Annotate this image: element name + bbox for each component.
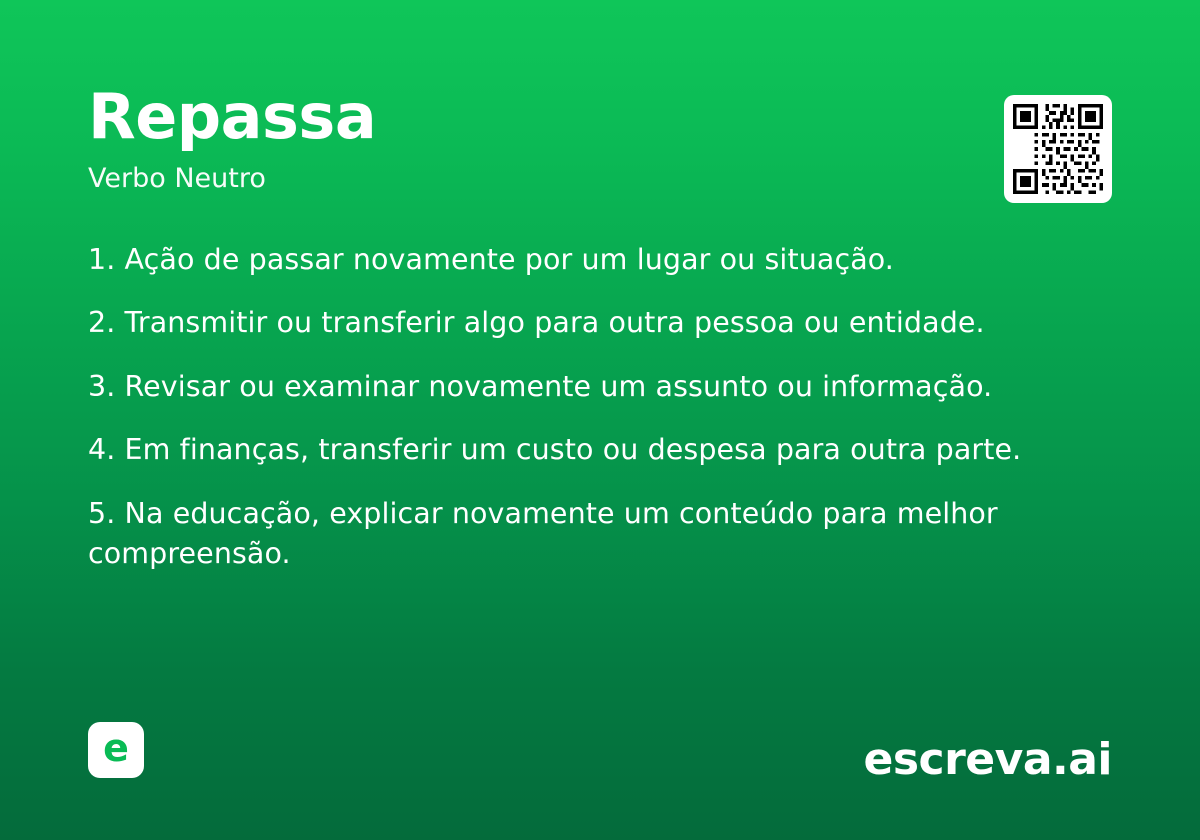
list-item: 3. Revisar ou examinar novamente um assunto ou informação. [88, 369, 993, 403]
list-item: 1. Ação de passar novamente por um lugar ou situação. [88, 243, 894, 276]
qr-code-icon[interactable] [1004, 95, 1112, 203]
escreva-logo-icon [88, 722, 144, 778]
definition-list [88, 240, 1118, 575]
card-header [88, 80, 928, 195]
list-item: 4. Em finanças, transferir um custo ou despesa para outra parte. [88, 433, 1022, 467]
part-of-speech-label: Verbo Neutro [88, 163, 266, 195]
list-item: 5. Na educação, explicar novamente um conteúdo para melhor compreensão. [88, 496, 998, 571]
logo-glyph: e [103, 726, 129, 770]
page-title: Repassa [88, 80, 377, 153]
brand-wordmark: escreva.ai [863, 734, 1112, 785]
list-item: 2. Transmitir ou transferir algo para outra pessoa ou entidade. [88, 306, 985, 340]
